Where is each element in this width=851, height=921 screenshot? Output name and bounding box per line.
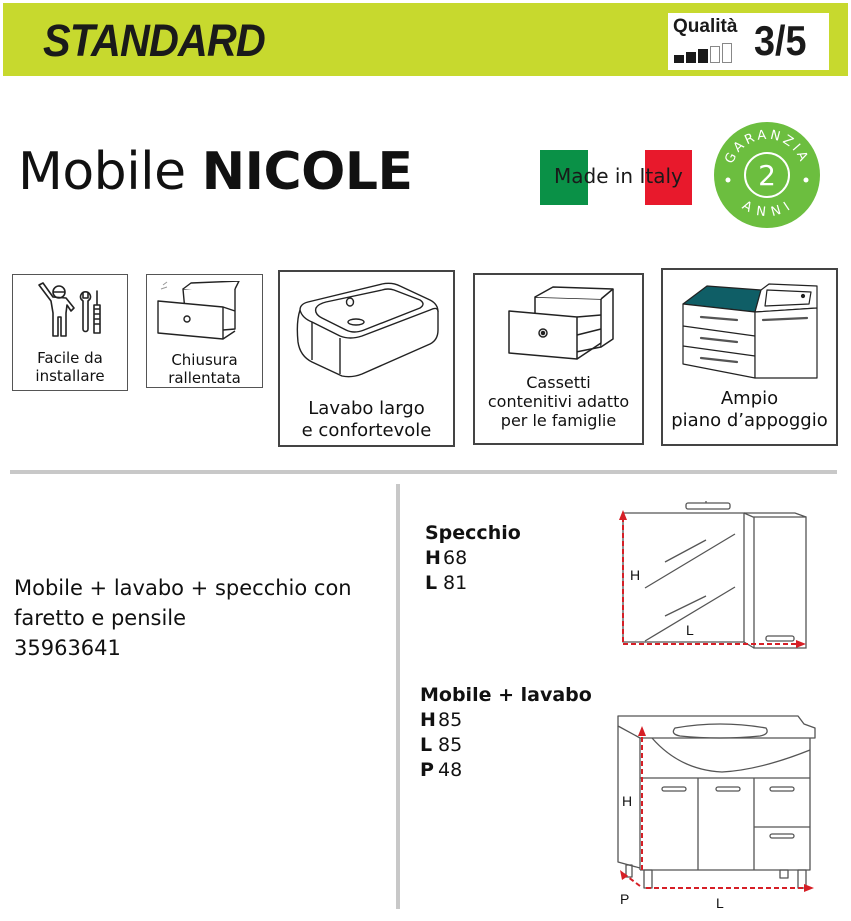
product-description bbox=[14, 573, 352, 663]
cabinet-title: Mobile + lavabo bbox=[420, 684, 592, 706]
feature-label-line3: per le famiglie bbox=[500, 411, 617, 431]
made-in-italy-label: Made in Italy bbox=[554, 164, 683, 188]
section-divider bbox=[10, 470, 837, 474]
feature-label-line1: Facile da bbox=[37, 349, 103, 367]
quality-label: Qualità bbox=[673, 16, 738, 37]
feature-label-line2: e confortevole bbox=[301, 419, 432, 441]
vanity-cabinet-icon bbox=[677, 280, 827, 380]
product-title bbox=[18, 142, 413, 202]
mirror-width: L 81 bbox=[425, 572, 468, 594]
cabinet-width: L 85 bbox=[420, 734, 463, 756]
feature-label-line1: Chiusura bbox=[171, 351, 238, 369]
cabinet-height: H 85 bbox=[420, 709, 463, 731]
drawer-icon bbox=[505, 285, 615, 363]
feature-soft-close bbox=[146, 274, 263, 388]
product-title-prefix: Mobile bbox=[18, 142, 186, 202]
description-line1: Mobile + lavabo + specchio con bbox=[14, 576, 352, 600]
feature-wide-basin bbox=[278, 270, 455, 447]
feature-label-line1: Ampio bbox=[720, 388, 779, 409]
mirror-height: H 68 bbox=[425, 547, 468, 569]
warranty-bottom-text: ANNI bbox=[739, 197, 796, 221]
tier-title: STANDARD bbox=[43, 15, 265, 66]
warranty-years: 2 bbox=[758, 159, 776, 192]
feature-label-line1: Cassetti bbox=[526, 373, 591, 392]
feature-label-line2: installare bbox=[35, 367, 105, 385]
soft-close-drawer-icon bbox=[153, 281, 257, 343]
cabinet-diagram bbox=[610, 710, 835, 915]
product-title-name: NICOLE bbox=[201, 142, 413, 202]
column-divider bbox=[396, 484, 400, 909]
warranty-badge-icon bbox=[714, 122, 820, 228]
feature-easy-install bbox=[12, 274, 128, 391]
mirror-title: Specchio bbox=[425, 522, 521, 544]
cabinet-depth: P 48 bbox=[420, 759, 463, 781]
feature-wide-countertop bbox=[661, 268, 838, 446]
cabinet-diagram-h-label: H bbox=[622, 793, 633, 809]
feature-label-line2: piano d’appoggio bbox=[671, 409, 828, 431]
feature-storage-drawers bbox=[473, 273, 644, 445]
feature-label-line2: rallentata bbox=[168, 369, 241, 387]
mirror-dimensions bbox=[425, 521, 521, 596]
mirror-diagram-h-label: H bbox=[630, 567, 641, 583]
cabinet-diagram-p-label: P bbox=[620, 891, 630, 907]
cabinet-dimensions bbox=[420, 683, 592, 783]
cabinet-diagram-l-label: L bbox=[716, 895, 724, 911]
washbasin-icon bbox=[292, 282, 442, 378]
feature-label-line2: contenitivi adatto bbox=[487, 392, 630, 412]
svg-text:ANNI bbox=[739, 198, 795, 220]
quality-bars-icon bbox=[674, 43, 732, 63]
mirror-diagram-l-label: L bbox=[686, 622, 694, 638]
quality-score: 3/5 bbox=[754, 17, 807, 64]
header-band bbox=[3, 3, 848, 76]
warranty-top-text: GARANZIA bbox=[722, 127, 812, 167]
product-code: 35963641 bbox=[14, 636, 121, 660]
description-line2: faretto e pensile bbox=[14, 606, 187, 630]
installer-tools-icon bbox=[33, 281, 109, 339]
mirror-diagram bbox=[610, 500, 810, 660]
quality-badge bbox=[668, 13, 829, 70]
feature-label-line1: Lavabo largo bbox=[308, 398, 425, 419]
